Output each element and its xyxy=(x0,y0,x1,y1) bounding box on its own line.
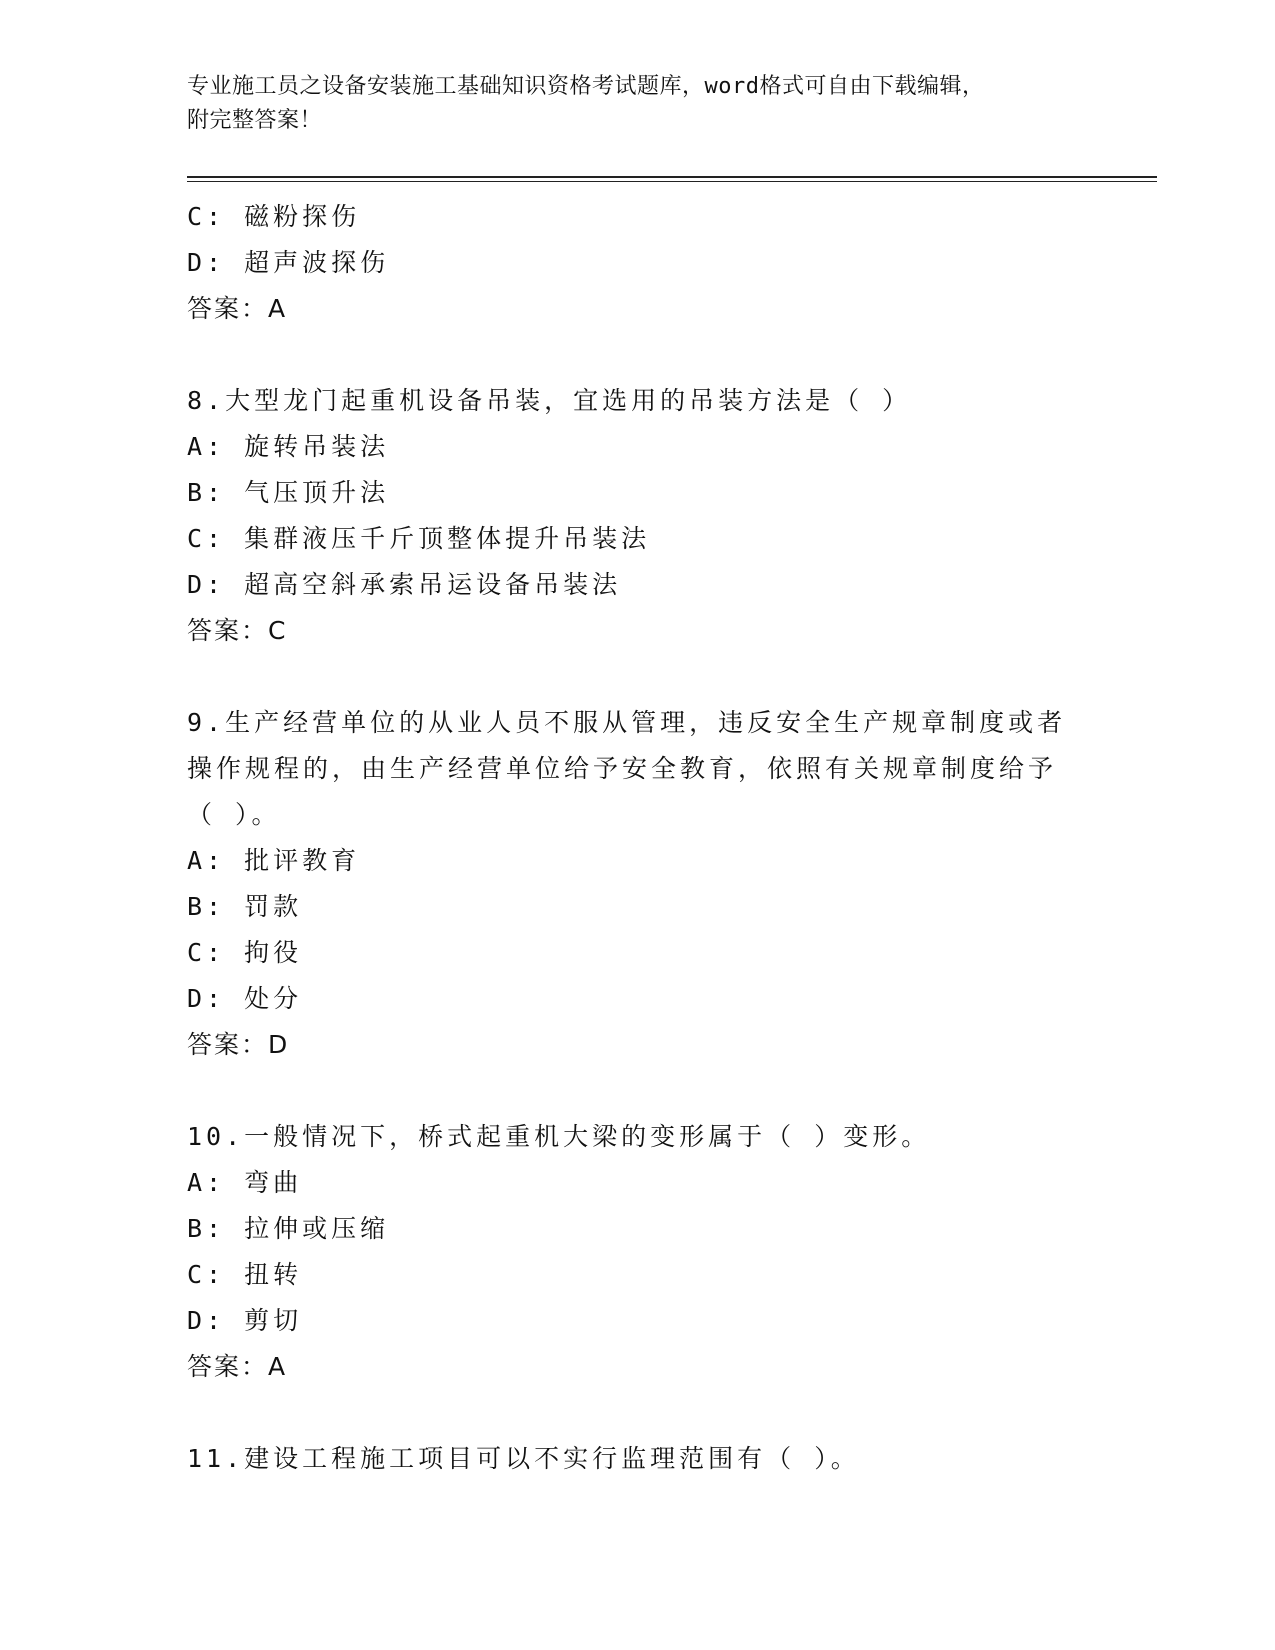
option-b: B: 气压顶升法 xyxy=(187,478,390,507)
option-c: C: 集群液压千斤顶整体提升吊装法 xyxy=(187,524,651,553)
header-line-1: 专业施工员之设备安装施工基础知识资格考试题库，word格式可自由下载编辑， xyxy=(187,74,985,99)
question-10 xyxy=(187,1114,1157,1390)
option-c: C: 磁粉探伤 xyxy=(187,202,361,231)
option-a: A: 弯曲 xyxy=(187,1168,303,1197)
question-11 xyxy=(187,1436,1157,1482)
answer-line: 答案：A xyxy=(187,1352,288,1381)
answer-line: 答案：A xyxy=(187,294,288,323)
header-line-2: 附完整答案！ xyxy=(187,108,323,133)
spacer xyxy=(187,1068,1157,1114)
option-d: D: 处分 xyxy=(187,984,303,1013)
question-text: 11.建设工程施工项目可以不实行监理范围有（ ）。 xyxy=(187,1444,860,1473)
document-header xyxy=(187,70,1157,138)
header-divider xyxy=(187,176,1157,182)
option-c: C: 扭转 xyxy=(187,1260,303,1289)
question-text: 10.一般情况下，桥式起重机大梁的变形属于（ ）变形。 xyxy=(187,1122,931,1151)
question-text-line-3: （ ）。 xyxy=(187,800,281,829)
spacer xyxy=(187,654,1157,700)
option-d: D: 超高空斜承索吊运设备吊装法 xyxy=(187,570,622,599)
option-d: D: 剪切 xyxy=(187,1306,303,1335)
option-b: B: 拉伸或压缩 xyxy=(187,1214,390,1243)
option-c: C: 拘役 xyxy=(187,938,303,967)
spacer xyxy=(187,1390,1157,1436)
question-9 xyxy=(187,700,1157,1068)
spacer xyxy=(187,332,1157,378)
question-text-line-2: 操作规程的，由生产经营单位给予安全教育，依照有关规章制度给予 xyxy=(187,754,1058,783)
document-page xyxy=(187,70,1157,1482)
answer-line: 答案：C xyxy=(187,616,288,645)
option-d: D: 超声波探伤 xyxy=(187,248,390,277)
answer-line: 答案：D xyxy=(187,1030,290,1059)
option-a: A: 批评教育 xyxy=(187,846,361,875)
option-b: B: 罚款 xyxy=(187,892,303,921)
question-7 xyxy=(187,194,1157,332)
option-a: A: 旋转吊装法 xyxy=(187,432,390,461)
question-list xyxy=(187,194,1157,1482)
question-8 xyxy=(187,378,1157,654)
question-text-line-1: 9.生产经营单位的从业人员不服从管理，违反安全生产规章制度或者 xyxy=(187,708,1067,737)
question-text: 8.大型龙门起重机设备吊装，宜选用的吊装方法是（ ） xyxy=(187,386,912,415)
